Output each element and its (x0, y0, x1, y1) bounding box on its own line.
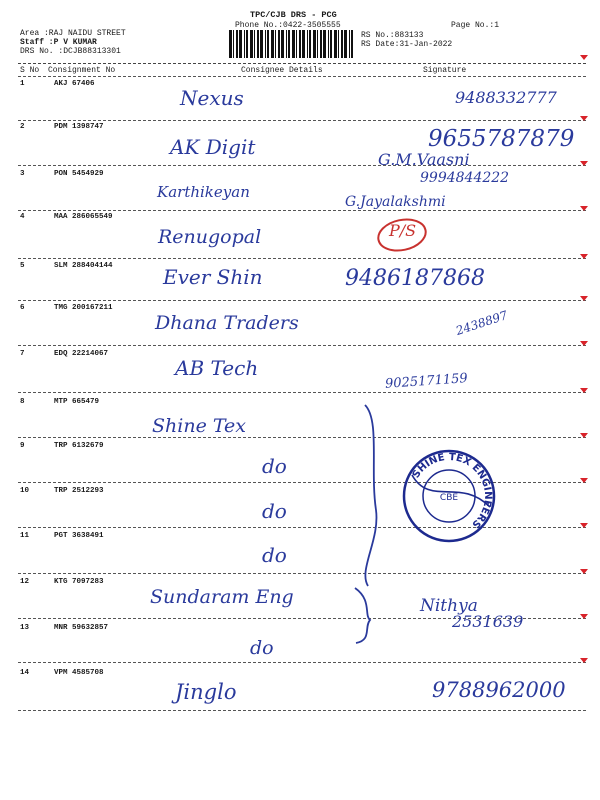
row-consignment-no: PON 5454929 (54, 170, 104, 178)
barcode-bar (338, 30, 339, 58)
barcode-bar (328, 30, 329, 58)
row-signature-handwriting: 9788962000 (432, 678, 566, 702)
barcode-bar (309, 30, 311, 58)
barcode-bar (275, 30, 276, 58)
row-receiver-name: G.Jayalakshmi (345, 194, 446, 210)
row-separator (18, 210, 586, 211)
row-consignment-no: VPM 4585708 (54, 669, 104, 677)
row-consignment-no: TMG 200167211 (54, 304, 113, 312)
row-consignment-no: MNR 59632857 (54, 624, 109, 632)
red-pis-text: P/S (389, 221, 417, 240)
barcode-bar (250, 30, 253, 58)
row-separator (18, 392, 586, 393)
row-consignment-no: TRP 2512293 (54, 487, 104, 495)
staff-label: Staff :P V KUMAR (20, 38, 97, 47)
row-separator (18, 258, 586, 259)
barcode-bar (271, 30, 274, 58)
col-consignment: Consignment No (48, 66, 116, 75)
barcode-bar (254, 30, 255, 58)
row-consignment-no: PDM 1398747 (54, 123, 104, 131)
row-separator (18, 527, 586, 528)
row-consignee-handwriting: Renugopal (158, 226, 262, 248)
row-signature-handwriting: 2438897 (454, 308, 510, 338)
row-consignment-no: KTG 7097283 (54, 578, 104, 586)
phone-number: Phone No.:0422-3505555 (235, 21, 341, 30)
row-separator (18, 573, 586, 574)
row-sno: 5 (20, 262, 25, 270)
row-separator (18, 345, 586, 346)
red-mark-icon (580, 161, 588, 166)
col-signature: Signature (423, 66, 467, 75)
bracket-mark (350, 400, 390, 590)
row-consignee-handwriting: Ever Shin (163, 265, 263, 289)
red-mark-icon (580, 388, 588, 393)
barcode-bar (236, 30, 238, 58)
svg-text:SHINE TEX ENGINEERS: SHINE TEX ENGINEERS (410, 451, 494, 530)
row-consignment-no: TRP 6132679 (54, 442, 104, 450)
col-sno: S No (20, 66, 40, 75)
row-sno: 12 (20, 578, 30, 586)
barcode-bar (246, 30, 248, 58)
barcode-bar (307, 30, 308, 58)
barcode-image (229, 30, 355, 58)
barcode-bar (281, 30, 284, 58)
barcode-bar (344, 30, 347, 58)
row-separator (18, 710, 586, 711)
row-separator (18, 662, 586, 663)
row-consignee-handwriting: do (262, 499, 287, 523)
red-mark-icon (580, 614, 588, 619)
barcode-bar (278, 30, 280, 58)
row-sno: 7 (20, 350, 25, 358)
area-label: Area :RAJ NAIDU STREET (20, 29, 126, 38)
red-mark-icon (580, 433, 588, 438)
row-consignee-handwriting: AK Digit (170, 135, 256, 159)
row-signature-handwriting: 9655787879 (428, 126, 575, 152)
row-signature-handwriting: 9994844222 (420, 170, 510, 186)
row-separator (18, 120, 586, 121)
row-sno: 6 (20, 304, 25, 312)
red-mark-icon (580, 116, 588, 121)
barcode-bar (334, 30, 337, 58)
barcode-bar (257, 30, 259, 58)
row-sno: 9 (20, 442, 25, 450)
barcode-bar (296, 30, 297, 58)
red-mark-icon (580, 206, 588, 211)
drs-title: TPC/CJB DRS - PCG (250, 10, 337, 20)
row-separator (18, 482, 586, 483)
row-consignee-handwriting: do (262, 543, 287, 567)
row-consignment-no: EDQ 22214067 (54, 350, 109, 358)
barcode-bar (233, 30, 234, 58)
row-consignment-no: PGT 3638491 (54, 532, 104, 540)
barcode-bar (292, 30, 295, 58)
row-consignment-no: AKJ 67406 (54, 80, 95, 88)
row-consignee-handwriting: Jinglo (175, 680, 237, 704)
row-sno: 3 (20, 170, 25, 178)
barcode-bar (313, 30, 316, 58)
red-mark-icon (580, 523, 588, 528)
barcode-bar (267, 30, 269, 58)
row-consignee-handwriting: do (262, 454, 287, 478)
company-stamp (400, 447, 498, 545)
red-mark-icon (580, 658, 588, 663)
barcode-bar (323, 30, 326, 58)
barcode-bar (288, 30, 290, 58)
row-sno: 4 (20, 213, 25, 221)
row-separator (18, 300, 586, 301)
red-mark-icon (580, 569, 588, 574)
red-mark-icon (580, 254, 588, 259)
row-consignee-handwriting: AB Tech (175, 356, 259, 380)
row-signature-handwriting: 9486187868 (345, 266, 485, 291)
row-sno: 10 (20, 487, 30, 495)
row-consignment-no: SLM 288404144 (54, 262, 113, 270)
barcode-bar (349, 30, 350, 58)
barcode-bar (341, 30, 343, 58)
barcode-bar (317, 30, 318, 58)
barcode-bar (299, 30, 301, 58)
page-number: Page No.:1 (451, 21, 500, 30)
barcode-bar (302, 30, 305, 58)
barcode-bar (239, 30, 242, 58)
barcode-bar (351, 30, 353, 58)
row-consignee-handwriting: Karthikeyan (157, 183, 250, 201)
barcode-bar (320, 30, 322, 58)
barcode-bar (286, 30, 287, 58)
barcode-bar (265, 30, 266, 58)
row-signature-handwriting: 9025171159 (384, 371, 469, 392)
row-consignment-no: MAA 286065549 (54, 213, 113, 221)
row-consignment-no: MTP 665479 (54, 398, 100, 406)
col-consignee: Consignee Details (241, 66, 323, 75)
row-consignee-handwriting: do (250, 637, 274, 659)
barcode-bar (244, 30, 245, 58)
svg-text:CBE: CBE (439, 493, 459, 503)
row-sno: 1 (20, 80, 25, 88)
row-sno: 14 (20, 669, 30, 677)
row-consignee-handwriting: Shine Tex (152, 415, 247, 437)
row-sno: 13 (20, 624, 30, 632)
row-signature-handwriting: 9488332777 (455, 88, 557, 107)
row-signature-handwriting: 2531639 (452, 612, 524, 631)
red-mark-icon (580, 55, 588, 60)
row-consignee-handwriting: Dhana Traders (155, 312, 299, 334)
row-receiver-name: G.M.Vaasni (378, 150, 470, 169)
red-mark-icon (580, 478, 588, 483)
red-mark-icon (580, 296, 588, 301)
barcode-bar (260, 30, 263, 58)
row-separator (18, 165, 586, 166)
row-signature-handwriting: Nithya (420, 596, 478, 616)
rs-number: RS No.:883133 (361, 31, 424, 40)
red-mark-icon (580, 341, 588, 346)
row-sno: 11 (20, 532, 30, 540)
row-sno: 8 (20, 398, 25, 406)
row-consignee-handwriting: Sundaram Eng (150, 586, 294, 608)
row-sno: 2 (20, 123, 25, 131)
barcode-bar (229, 30, 232, 58)
barcode-bar (330, 30, 332, 58)
row-consignee-handwriting: Nexus (180, 86, 244, 110)
row-separator (18, 437, 586, 438)
rs-date: RS Date:31-Jan-2022 (361, 40, 453, 49)
bracket-mark-2 (350, 585, 380, 645)
drs-number: DRS No. :DCJB88313301 (20, 47, 121, 56)
